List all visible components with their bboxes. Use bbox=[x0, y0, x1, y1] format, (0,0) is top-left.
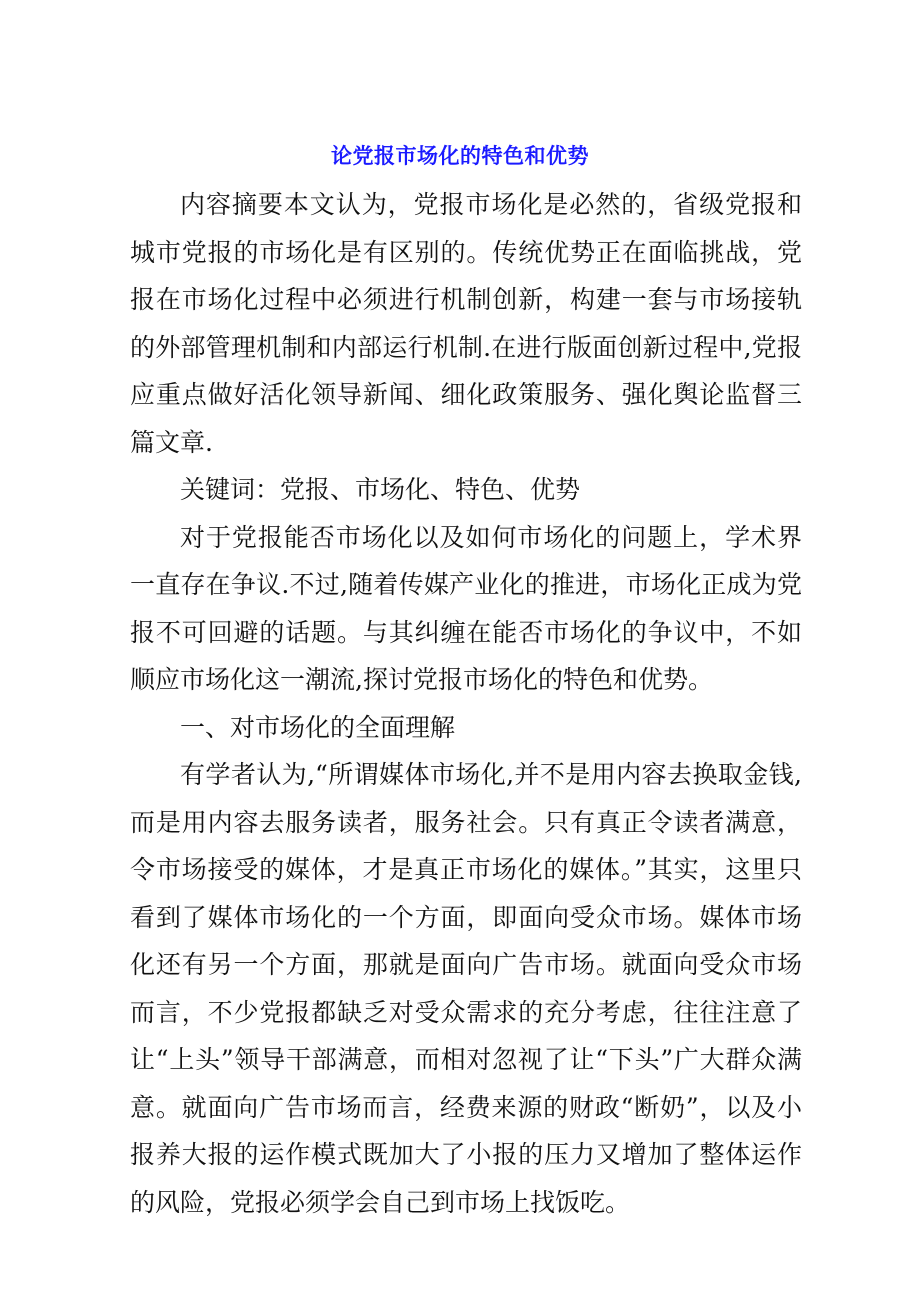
keywords-paragraph: 关键词：党报、市场化、特色、优势 bbox=[180, 475, 581, 504]
section-heading: 一、对市场化的全面理解 bbox=[180, 712, 456, 742]
abstract-paragraph: 内容摘要本文认为，党报市场化是必然的，省级党报和城市党报的市场化是有区别的。传统优势正在面临挑战，党报在市场化过程中必须进行机制创新，构建一套与市场接轨的外部管理机制和内部运行机制.在进行版面创新过程中,党报应重点做好活化领导新闻、细化政策服务、强化舆论监督三篇文章. bbox=[130, 190, 802, 457]
section-paragraph: 有学者认为,“所谓媒体市场化,并不是用内容去换取金钱,而是用内容去服务读者，服务社会。只有真正令读者满意，令市场接受的媒体，才是真正市场化的媒体。”其实，这里只看到了媒体市场化的一个方面，即面向受众市场。媒体市场化还有另一个方面，那就是面向广告市场。就面向受众市场而言，不少党报都缺乏对受众需求的充分考虑，往往注意了让“上头”领导干部满意，而相对忽视了让“下头”广大群众满意。就面向广告市场而言，经费来源的财政“断奶”，以及小报养大报的运作模式既加大了小报的压力又增加了整体运作的风险，党报必须学会自己到市场上找饭吃。 bbox=[130, 760, 802, 1217]
intro-paragraph: 对于党报能否市场化以及如何市场化的问题上，学术界一直存在争议.不过,随着传媒产业化的推进，市场化正成为党报不可回避的话题。与其纠缠在能否市场化的争议中，不如顺应市场化这一潮流,探讨党报市场化的特色和优势。 bbox=[130, 522, 802, 694]
document-title: 论党报市场化的特色和优势 bbox=[331, 144, 589, 168]
document-body bbox=[130, 181, 802, 1226]
